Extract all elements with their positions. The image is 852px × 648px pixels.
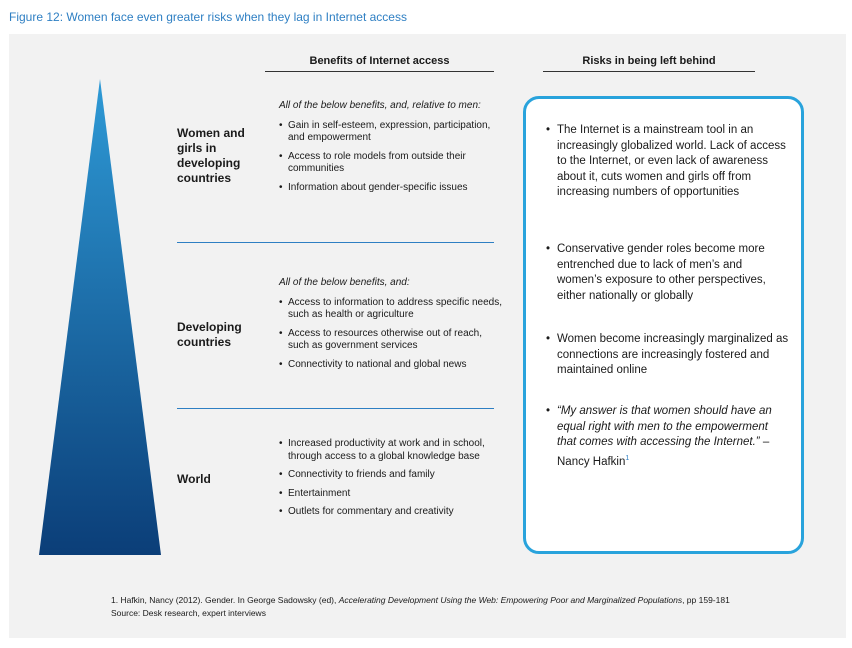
figure-title: Figure 12: Women face even greater risks when they lag in Internet access [9, 10, 407, 24]
diagram-panel [9, 34, 846, 638]
benefit-item: • Access to resources otherwise out of reach, such as government services [279, 328, 504, 353]
citation-title: Accelerating Development Using the Web: Empowering Poor and Marginalized Populations [338, 595, 683, 605]
risk-item: • Women become increasingly marginalized as connections are increasingly fostered and maintained online [546, 332, 789, 379]
benefit-item: • Outlets for commentary and creativity [279, 506, 504, 519]
row-label-women-girls: Women and girls in developing countries [177, 126, 245, 185]
benefits-women-girls [279, 100, 504, 200]
quote-text: “My answer is that women should have an equal right with men to the empowerment that comes with accessing the Internet.” [557, 405, 772, 448]
row-label-world: World [177, 472, 211, 486]
benefit-item: • Connectivity to national and global news [279, 359, 504, 372]
benefit-item: • Increased productivity at work and in school, through access to a global knowledge base [279, 438, 504, 463]
risk-item: • Conservative gender roles become more entrenched due to lack of men’s and women’s exposure to other perspectives, either nationally or globally [546, 242, 789, 304]
footnote-ref: 1 [625, 454, 630, 462]
benefits-world [279, 438, 504, 525]
benefit-item: • Gain in self-esteem, expression, participation, and empowerment [279, 120, 504, 145]
benefits-intro: All of the below benefits, and: [279, 277, 410, 288]
risks-column-header: Risks in being left behind [543, 55, 755, 72]
citation-suffix: , pp 159-181 [682, 595, 730, 605]
benefit-item: • Connectivity to friends and family [279, 469, 504, 482]
benefits-intro: All of the below benefits, and, relative to men: [279, 100, 481, 111]
benefit-item: • Entertainment [279, 488, 504, 501]
source-note: Source: Desk research, expert interviews [111, 607, 266, 618]
quote-attribution: – Nancy Hafkin [557, 436, 770, 468]
footnote-area [111, 594, 730, 619]
benefits-developing-countries [279, 277, 504, 377]
benefits-column-header: Benefits of Internet access [265, 55, 494, 72]
footnote-citation [111, 594, 730, 607]
benefit-item: • Information about gender-specific issues [279, 182, 504, 195]
benefit-item: • Access to information to address specific needs, such as health or agriculture [279, 297, 504, 322]
row-divider [177, 408, 494, 409]
benefit-item: • Access to role models from outside their communities [279, 151, 504, 176]
risks-box [523, 96, 804, 554]
risk-item-quote [546, 404, 789, 470]
pyramid-graphic [39, 79, 161, 555]
citation-prefix: 1. Hafkin, Nancy (2012). Gender. In George Sadowsky (ed), [111, 595, 339, 605]
row-label-developing-countries: Developing countries [177, 320, 242, 349]
row-divider [177, 242, 494, 243]
risk-item: • The Internet is a mainstream tool in an increasingly globalized world. Lack of access to the Internet, or even lack of awareness about it, cuts women and girls off from increasing numbers of opportunities [546, 123, 789, 201]
pyramid-triangle [39, 79, 161, 555]
